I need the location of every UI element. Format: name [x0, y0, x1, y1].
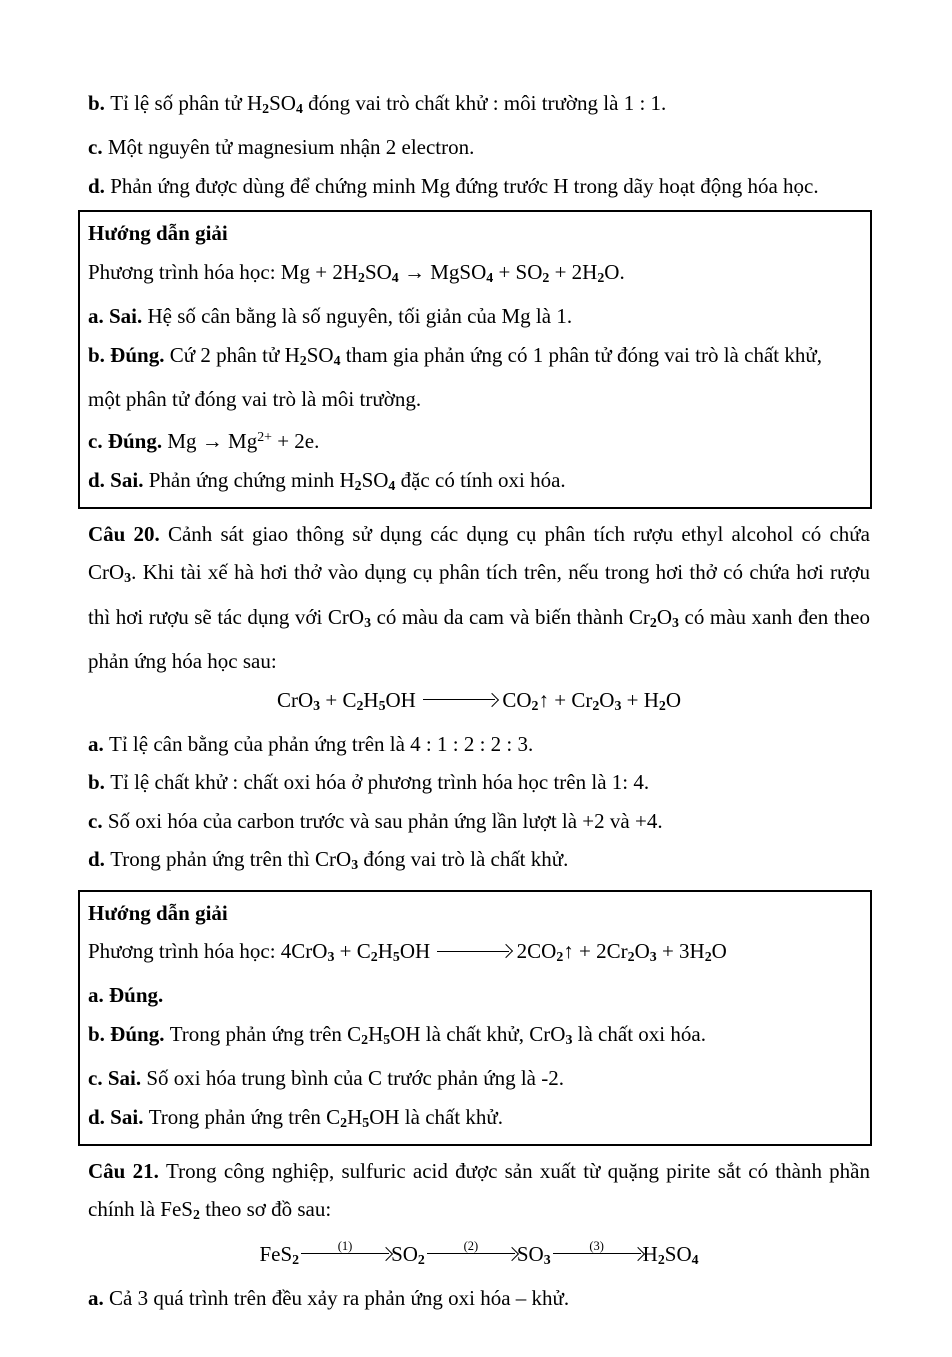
reaction-arrow-icon: [427, 1239, 515, 1254]
solution-item-a: [88, 976, 862, 1015]
arrow-step-label: (2): [463, 1239, 479, 1254]
subscript: 5: [378, 697, 386, 713]
subscript: 2: [658, 697, 666, 713]
reaction-arrow-icon: [437, 951, 509, 952]
text-run: b.: [88, 770, 111, 795]
text-run: đóng vai trò chất khử : môi trường là 1 : 1.: [302, 91, 667, 115]
solution-box-20: [78, 890, 872, 1146]
text-run: a.: [88, 1285, 109, 1310]
subscript: 2: [704, 948, 712, 964]
text-run: + C: [320, 687, 357, 712]
solution-item-b: [88, 1015, 862, 1059]
text-run: b.: [88, 91, 111, 115]
text-run: b. Đúng.: [88, 1021, 170, 1046]
text-run: CrO: [277, 687, 314, 712]
text-run: OH là chất khử, CrO: [390, 1021, 566, 1046]
text-run: có màu xanh đen theo phản ứng hóa học sau:: [88, 604, 870, 674]
text-run: H: [642, 1241, 658, 1266]
subscript: 4: [295, 100, 303, 116]
text-run: O: [634, 939, 650, 964]
text-run: c. Đúng.: [88, 429, 168, 454]
subscript: 2: [531, 697, 539, 713]
subscript: 2: [354, 477, 362, 493]
subscript: 2: [592, 697, 600, 713]
text-run: một phân tử đóng vai trò là môi trường.: [88, 386, 422, 411]
statement-c: [88, 128, 870, 167]
text-run: H: [377, 939, 393, 964]
text-run: Cảnh sát giao thông sử dụng các dụng cụ phân tích rượu ethyl alcohol có chứa CrO: [88, 521, 870, 585]
solution-item-b-cont: [88, 380, 862, 419]
text-run: Tỉ lệ chất khử : chất oxi hóa ở phương trình hóa học trên là 1: 4.: [110, 770, 650, 795]
subscript: 2: [340, 1114, 348, 1130]
text-run: H: [347, 1104, 363, 1129]
subscript: 2: [417, 1251, 425, 1267]
subscript: 5: [362, 1114, 370, 1130]
solution-item-c: [88, 418, 862, 460]
text-run: theo sơ đồ sau:: [199, 1197, 332, 1222]
subscript: 2: [358, 269, 365, 285]
text-run: tham gia phản ứng có 1 phân tử đóng vai trò là chất khử,: [340, 342, 822, 367]
solution-equation: [88, 253, 862, 297]
subscript: 3: [565, 1031, 573, 1047]
text-run: c.: [88, 808, 108, 833]
subscript: 2: [370, 948, 378, 964]
text-run: Trong phản ứng trên thì CrO: [110, 847, 352, 872]
text-run: + 3H: [656, 939, 705, 964]
subscript: 2: [649, 614, 657, 630]
text-run: d.: [88, 173, 111, 198]
subscript: 2: [627, 948, 635, 964]
statement-b: [88, 763, 870, 802]
text-run: Tỉ lệ số phân tử H: [110, 91, 263, 115]
question-21-text: [88, 1152, 870, 1235]
subscript: 3: [614, 697, 622, 713]
text-run: + 2e.: [271, 429, 320, 454]
text-run: Câu 20.: [88, 521, 168, 546]
question-19-statements: [88, 84, 870, 205]
text-run: H: [363, 687, 379, 712]
text-run: SO: [364, 259, 392, 284]
statement-b: [88, 84, 870, 128]
text-run: có màu da cam và biến thành Cr: [371, 604, 650, 629]
text-run: Hướng dẫn giải: [88, 900, 228, 925]
statement-d: [88, 167, 870, 206]
subscript: 3: [364, 614, 372, 630]
subscript: 3: [313, 697, 321, 713]
text-run: d. Sai.: [88, 1104, 149, 1129]
text-run: SO: [361, 467, 389, 492]
question-21-statements: [88, 1279, 870, 1318]
text-run: ↑ + 2Cr: [563, 939, 628, 964]
text-run: ↑ + Cr: [538, 687, 593, 712]
text-run: O: [656, 604, 672, 629]
text-run: Phản ứng được dùng để chứng minh Mg đứng trước H trong dãy hoạt động hóa học.: [110, 173, 819, 198]
subscript: 5: [383, 1031, 391, 1047]
text-run: Hệ số cân bằng là số nguyên, tối giản của Mg là 1.: [147, 304, 573, 329]
solution-title: [88, 894, 862, 933]
text-run: Phản ứng chứng minh H: [148, 467, 355, 492]
subscript: 2: [597, 269, 605, 285]
text-run: O: [711, 939, 727, 964]
text-run: + C: [334, 939, 371, 964]
reaction-arrow-icon: [553, 1239, 641, 1254]
subscript: 3: [672, 614, 679, 630]
text-run: → MgSO: [398, 259, 487, 284]
text-run: O.: [604, 259, 625, 284]
text-run: OH: [399, 939, 436, 964]
text-run: Số oxi hóa trung bình của C trước phản ứng là -2.: [146, 1066, 564, 1091]
text-run: Cứ 2 phân tử H: [169, 342, 300, 367]
text-run: OH là chất khử.: [369, 1104, 504, 1129]
statement-a: [88, 1279, 870, 1318]
text-run: FeS: [259, 1241, 293, 1266]
question-21-scheme: [88, 1235, 870, 1279]
question-20-equation: [88, 681, 870, 725]
statement-d: [88, 840, 870, 884]
question-20-statements: [88, 725, 870, 885]
text-run: H: [368, 1021, 384, 1046]
subscript: 5: [392, 948, 400, 964]
text-run: b. Đúng.: [88, 342, 170, 367]
text-run: đặc có tính oxi hóa.: [395, 467, 566, 492]
text-run: SO: [391, 1241, 418, 1266]
subscript: 4: [388, 477, 396, 493]
text-run: Câu 21.: [88, 1158, 167, 1183]
text-run: Trong phản ứng trên C: [148, 1104, 341, 1129]
subscript: 3: [351, 857, 359, 873]
text-run: SO: [306, 342, 334, 367]
text-run: c.: [88, 135, 108, 160]
text-run: Cả 3 quá trình trên đều xảy ra phản ứng oxi hóa – khử.: [109, 1285, 570, 1310]
superscript: 2+: [257, 429, 272, 445]
arrow-step-label: (1): [337, 1239, 353, 1254]
text-run: SO: [516, 1241, 544, 1266]
text-run: Mg → Mg: [167, 429, 258, 454]
subscript: 4: [486, 269, 494, 285]
text-run: Phương trình hóa học: Mg + 2H: [88, 259, 358, 284]
text-run: Số oxi hóa của carbon trước và sau phản ứng lần lượt là +2 và +4.: [107, 808, 663, 833]
subscript: 3: [124, 570, 132, 586]
subscript: 2: [657, 1251, 665, 1267]
subscript: 4: [691, 1251, 699, 1267]
reaction-arrow-icon: [301, 1239, 389, 1254]
text-run: d. Sai.: [88, 467, 149, 492]
text-run: O: [665, 687, 681, 712]
text-run: SO: [269, 91, 296, 115]
subscript: 2: [292, 1251, 300, 1267]
text-run: d.: [88, 847, 111, 872]
text-run: Một nguyên tử magnesium nhận 2 electron.: [107, 135, 475, 160]
subscript: 4: [391, 269, 399, 285]
text-run: là chất oxi hóa.: [572, 1021, 706, 1046]
text-run: Tỉ lệ cân bằng của phản ứng trên là 4 : 1 : 2 : 2 : 3.: [109, 731, 534, 756]
solution-item-d: [88, 1098, 862, 1142]
subscript: 2: [356, 697, 364, 713]
text-run: . Khi tài xế hà hơi thở vào dụng cụ phân tích trên, nếu trong hơi thở có chứa hơi rượu thì hơi rượu sẽ tác dụng với CrO: [88, 560, 870, 629]
text-run: Trong phản ứng trên C: [169, 1021, 362, 1046]
text-run: + SO: [493, 259, 543, 284]
text-run: a.: [88, 731, 109, 756]
text-run: O: [599, 687, 615, 712]
subscript: 3: [543, 1251, 551, 1267]
text-run: c. Sai.: [88, 1066, 147, 1091]
text-run: đóng vai trò là chất khử.: [358, 847, 569, 872]
statement-a: [88, 725, 870, 764]
subscript: 2: [193, 1207, 200, 1223]
text-run: a. Sai.: [88, 304, 148, 329]
subscript: 4: [333, 352, 341, 368]
text-run: 2CO: [511, 939, 557, 964]
solution-item-b: [88, 336, 862, 380]
arrow-step-label: (3): [589, 1239, 604, 1254]
text-run: Phương trình hóa học: 4CrO: [88, 939, 328, 964]
question-20-text: [88, 515, 870, 681]
subscript: 3: [327, 948, 335, 964]
solution-equation: [88, 932, 862, 976]
text-run: Hướng dẫn giải: [88, 221, 228, 246]
text-run: SO: [664, 1241, 692, 1266]
text-run: a. Đúng.: [88, 983, 164, 1008]
subscript: 3: [649, 948, 657, 964]
solution-item-c: [88, 1059, 862, 1098]
document-body: [88, 84, 870, 1317]
solution-item-a: [88, 297, 862, 336]
text-run: CO: [497, 687, 532, 712]
subscript: 2: [542, 269, 550, 285]
reaction-arrow-icon: [423, 699, 495, 700]
subscript: 2: [361, 1031, 369, 1047]
subscript: 2: [556, 948, 564, 964]
text-run: Trong công nghiệp, sulfuric acid được sản xuất từ quặng pirite sắt có thành phần chính là FeS: [88, 1158, 870, 1222]
subscript: 2: [262, 100, 270, 116]
solution-box-19: [78, 210, 872, 509]
text-run: OH: [385, 687, 422, 712]
statement-c: [88, 802, 870, 841]
solution-title: [88, 214, 862, 253]
subscript: 2: [299, 352, 307, 368]
text-run: + H: [621, 687, 659, 712]
text-run: + 2H: [549, 259, 598, 284]
solution-item-d: [88, 461, 862, 505]
